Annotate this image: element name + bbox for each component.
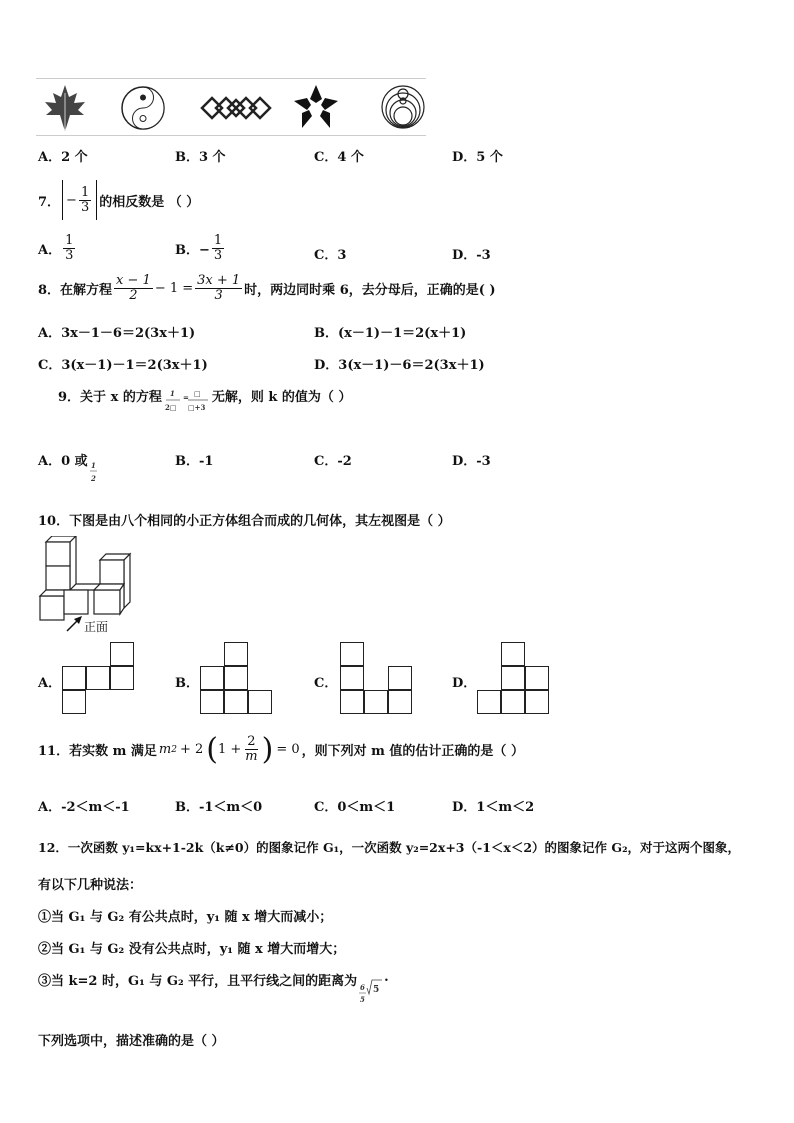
q6-option-b: B．3 个 [175, 150, 226, 165]
q8-mid: − 1 = [154, 280, 194, 296]
q8-option-b: B．(x－1)－1＝2(x＋1) [314, 326, 467, 341]
svg-text:5: 5 [360, 995, 366, 1004]
question-7 [38, 180, 199, 220]
question-9 [58, 386, 351, 422]
concentric-circles-icon [380, 83, 426, 131]
question-8 [38, 274, 496, 302]
q6-option-c: C．4 个 [314, 150, 364, 165]
q8-option-c: C．3(x－1)－1＝2(3x＋1) [38, 358, 208, 373]
q7-option-b-label: B．− [175, 242, 210, 258]
q11-eq-mid: + 2 [179, 742, 204, 757]
q8-option-a: A．3x－1－6＝2(3x＋1) [38, 326, 196, 341]
q9-suffix: 无解，则 k 的值为（ ） [211, 390, 352, 405]
svg-text:=: = [182, 393, 189, 402]
q11-eq-num: 2 [247, 734, 256, 750]
svg-text:6: 6 [360, 983, 366, 992]
q9-option-c: C．-2 [314, 454, 352, 469]
q11-option-b: B．-1＜m＜0 [175, 800, 263, 815]
q8-prefix: 8．在解方程 [38, 282, 113, 298]
q7-num: 1 [80, 184, 90, 200]
svg-text:1: 1 [90, 461, 96, 470]
q11-eq-sup: 2 [171, 744, 177, 755]
q10-option-d-label: D． [452, 676, 477, 691]
q10-option-b-label: B． [175, 676, 199, 691]
q8-suffix: 时，两边同时乘 6，去分母后，正确的是( ) [244, 282, 496, 298]
q10-option-a-view [62, 642, 138, 718]
q8-f2-den: 3 [214, 287, 223, 303]
q7-b-num: 1 [213, 233, 223, 248]
q9-option-a [38, 450, 99, 484]
q9-option-d: D．-3 [452, 454, 491, 469]
knot-icon [200, 91, 272, 125]
q7-den: 3 [80, 199, 90, 215]
q11-eq-den: m [245, 749, 258, 764]
q7-a-den: 3 [65, 247, 74, 263]
q10-option-c-view [340, 642, 416, 718]
q7-option-a-label: A． [38, 242, 62, 258]
q12-statement-1: ①当 G₁ 与 G₂ 有公共点时，y₁ 随 x 增大而减小； [38, 910, 333, 925]
svg-text:5: 5 [373, 985, 380, 995]
q11-suffix: ，则下列对 m 值的估计正确的是（ ） [301, 744, 524, 759]
q8-f1-num: x − 1 [116, 273, 151, 288]
question-10: 10．下图是由八个相同的小正方体组合而成的几何体，其左视图是（ ） [38, 514, 451, 529]
front-label: 正面 [84, 620, 109, 634]
q10-option-d-view [477, 642, 553, 718]
q6-option-d: D．5 个 [452, 150, 503, 165]
symbols-strip [36, 78, 426, 136]
q10-option-a-label: A． [38, 676, 62, 691]
svg-text:2□: 2□ [164, 403, 177, 412]
q11-eq-inner: 1 + [217, 742, 242, 757]
q7-option-c: C．3 [314, 248, 347, 263]
q11-equation: m 2 + 2 ( 1 + $\frac{2}{m}$ ) = 0 [158, 732, 300, 767]
q10-option-c-label: C． [314, 676, 338, 691]
q11-eq-left: m [158, 742, 172, 757]
arrow-icon [64, 612, 86, 634]
q12-statement-3-end: . [384, 970, 389, 985]
q11-option-c: C．0＜m＜1 [314, 800, 396, 815]
q7-option-b [175, 234, 226, 262]
q9-prefix: 9．关于 x 的方程 [58, 390, 162, 405]
q7-suffix: 的相反数是 （ ） [99, 194, 200, 210]
svg-text:1: 1 [169, 389, 175, 398]
q7-a-num: 1 [65, 233, 74, 248]
q9-option-b: B．-1 [175, 454, 214, 469]
q11-eq-right: = 0 [276, 742, 300, 757]
q12-distance-image [358, 970, 384, 1006]
q9-equation-image [164, 386, 210, 422]
q12-prompt: 下列选项中，描述准确的是（ ） [38, 1034, 225, 1049]
q12-statement-3 [38, 970, 389, 1006]
question-12-line-2: 有以下几种说法： [38, 878, 143, 893]
q6-option-a: A．2 个 [38, 150, 88, 165]
svg-text:□: □ [193, 389, 201, 398]
svg-text:2: 2 [90, 474, 96, 483]
q7-number: 7． [38, 194, 61, 210]
q8-option-d: D．3(x－1)－6＝2(3x＋1) [314, 358, 485, 373]
q12-statement-3-text: ③当 k=2 时，G₁ 与 G₂ 平行，且平行线之间的距离为 [38, 974, 358, 989]
q11-prefix: 11．若实数 m 满足 [38, 744, 157, 759]
q10-option-b-view [200, 642, 276, 718]
question-11 [38, 732, 524, 767]
yin-yang-icon [120, 85, 166, 131]
q12-statement-2: ②当 G₁ 与 G₂ 没有公共点时，y₁ 随 x 增大而增大； [38, 942, 346, 957]
q11-option-d: D．1＜m＜2 [452, 800, 535, 815]
q7-option-a [38, 234, 77, 262]
q7-abs-expression [62, 180, 97, 220]
q7-b-den: 3 [213, 247, 223, 263]
svg-text:□+3: □+3 [187, 403, 206, 412]
q7-minus: − [66, 192, 77, 208]
question-12-line-1: 12．一次函数 y₁=kx+1-2k（k≠0）的图象记作 G₁，一次函数 y₂=2x+3（-1＜x＜2）的图象记作 G₂，对于这两个图象， [38, 840, 741, 855]
q11-option-a: A．-2＜m＜-1 [38, 800, 130, 815]
maple-leaf-icon [40, 83, 90, 133]
q8-f1-den: 2 [129, 287, 138, 303]
q8-f2-num: 3x + 1 [197, 273, 241, 288]
q9-option-a-label: A．0 或 [38, 454, 88, 469]
q7-option-d: D．-3 [452, 248, 491, 263]
star-flower-icon [292, 83, 340, 131]
q9-a-fraction-image [89, 450, 99, 484]
